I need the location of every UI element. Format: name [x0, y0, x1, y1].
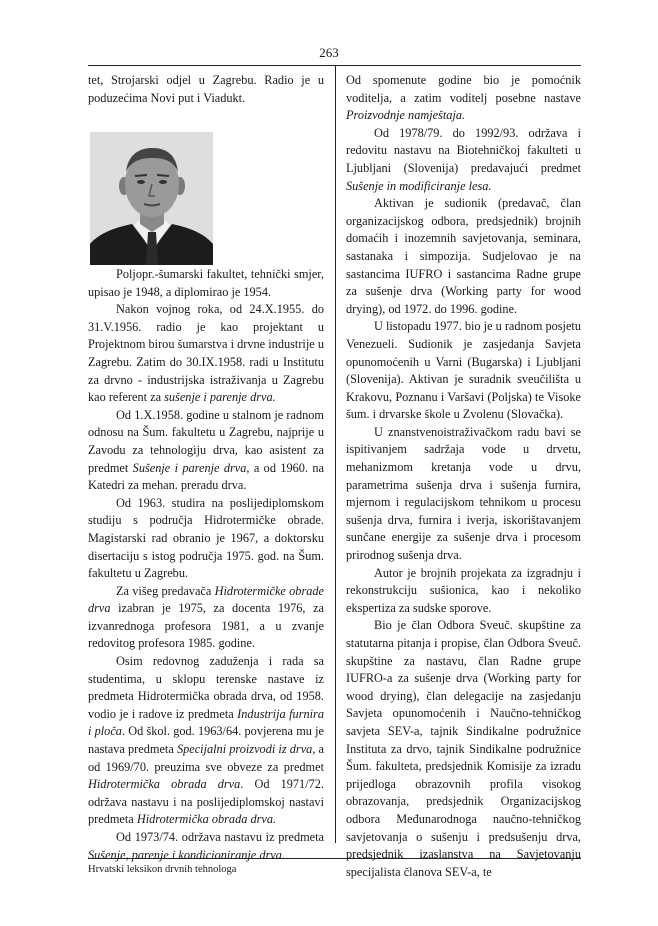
portrait-photo: [90, 132, 213, 265]
text-run: Nakon vojnog roka, od 24.X.1955. do 31.V.1956. radio je kao projektant u Projektnom birou šumarstva i drvne industrije u Zagrebu. Zatim do 30.IX.1958. radi u Institutu za drvno - industrijska istraživanja u Zagrebu kao referent za: [88, 302, 324, 405]
paragraph: [346, 424, 581, 565]
footer-rule: [88, 858, 581, 859]
text-run: . Od škol. god. 1963/64. povjerena mu je nastava predmeta: [88, 724, 324, 757]
italic-text: Industrija furnira i ploča: [88, 706, 324, 739]
text-run: . Od 1971/72. održava nastavu i na poslijediplomskoj nastavi predmeta: [88, 777, 324, 827]
paragraph: [88, 266, 324, 301]
text-run: izabran je 1975, za docenta 1976, za izvanrednoga profesora 1981, a u zvanje redovitog profesora 1985. godine.: [88, 601, 324, 651]
paragraph: [88, 301, 324, 407]
text-run: Za višeg predavača: [116, 583, 215, 598]
italic-text: Proizvodnje namještaja.: [346, 108, 466, 123]
text-run: Od spomenute godine bio je pomoćnik voditelja, a zatim voditelj posebne nastave: [346, 73, 581, 105]
left-column-top: [88, 72, 324, 107]
text-run: Od 1978/79. do 1992/93. održava i redovitu nastavu na Biotehničkoj fakulteti u Ljubljani (Slovenija) predavajući predmet: [346, 125, 581, 175]
paragraph: [346, 565, 581, 618]
text-run: Od 1963. studira na poslijediplomskom studiju s područja Hidrotermičke obrade. Magistarski rad obranio je 1967, a doktorsku disertaciju s istog područja 1975. god. na Šum. fakultetu u Zagrebu.: [88, 495, 324, 581]
italic-text: Sušenje, parenje i kondicioniranje drva.: [88, 847, 285, 862]
text-run: Osim redovnog zaduženja i rada sa studentima, u sklopu terenske nastave iz predmeta Hidrotermička obrada drva, od 1958. vodio je i radove iz predmeta: [88, 654, 324, 721]
paragraph: [346, 318, 581, 424]
text-run: , a od 1960. na Katedri za mehan. preradu drva.: [88, 460, 324, 493]
text-run: U znanstvenoistraživačkom radu bavi se ispitivanjem sadržaja vode u drvetu, mehanizmom kretanja vode u drvu, parametrima sušenja drva i sušenja furnira, mjernom i regulacijskom tehnikom u procesu sušenja drva, furnira i iverja, iskorištavanjem sunčane energije za sušenje drva i procesom prirodnog sušenja drva.: [346, 424, 581, 563]
italic-text: Sušenje i parenje drva: [132, 460, 247, 475]
italic-text: Specijalni proizvodi iz drva: [176, 742, 313, 757]
italic-text: Hidrotermička obrada drva: [88, 777, 241, 792]
italic-text: Hidrotermička obrada drva.: [136, 812, 277, 827]
paragraph: [346, 195, 581, 318]
text-run: Aktivan je sudionik (predavač, član organizacijskog odbora, predsjednik) brojnih domaćih i inozemnih savjetovanja, seminara, sastanaka i simpozija. Sudjelovao je na sastancima IUFRO i sastancima Radne grupe za sušenje drva (Working party for wood drying), od 1972. do 1996. godine.: [346, 196, 581, 316]
text-run: U listopadu 1977. bio je u radnom posjetu Venezueli. Sudionik je zasjedanja Savjeta opunomoćenih u Varni (Bugarska) i Ljubljani (Slovenija). Aktivan je suradnik sveučilišta u Krakovu, Poznanu i Varšavi (Poljska) te Visoke šum. i drvarske škole u Zvolenu (Slovačka).: [346, 319, 581, 422]
italic-text: sušenje i parenje drva.: [164, 390, 276, 405]
portrait-photo-icon: [90, 132, 213, 265]
paragraph: [346, 72, 581, 125]
column-divider: [335, 65, 336, 843]
paragraph: [88, 583, 324, 653]
text-run: Od 1973/74. održava nastavu iz predmeta: [116, 830, 324, 844]
paragraph: [88, 72, 324, 107]
italic-text: Hidrotermičke obrade drva: [88, 583, 325, 616]
paragraph: [88, 407, 324, 495]
text-run: Od 1.X.1958. godine u stalnom je radnom odnosu na Šum. fakultetu u Zagrebu, najprije u Zavodu za tehnologiju drva, kao asistent za predmet: [88, 407, 324, 475]
left-column-body: [88, 266, 324, 864]
text-run: Autor je brojnih projekata za izgradnju i rekonstrukciju sušionica, kao i nekoliko ekspertiza za sudske sporove.: [346, 565, 581, 615]
text-run: Bio je član Odbora Sveuč. skupštine za statutarna pitanja i propise, član Odbora Sveuč. skupštine za nastavu, član Radne grupe IUFRO-a za sušenje drva (Working party for wood drying), član delegacije na zasjedanju Savjeta opunomoćenih i Naučno-tehničkog savjeta SEV-a, tajnik Sindikalne podružnice Instituta za drvo, tajnik Sindikalne podružnice Šum. fakulteta, predsjednik Komisije za izradu prijedloga obrazovnih profila visokog obrazovanja, predsjednik Organizacijskog odbora Međunarodnoga naučno-tehničkog savjetovanja o sušenju i predsušenju drva, predsjednik izaslanstva na Savjetovanju specijalista članova SEV-a, te: [346, 618, 581, 879]
text-run: tet, Strojarski odjel u Zagrebu. Radio je u poduzećima Novi put i Viadukt.: [88, 73, 324, 105]
right-column: [346, 72, 581, 881]
footer-text: Hrvatski leksikon drvnih tehnologa: [88, 864, 237, 875]
page-number: 263: [319, 45, 339, 60]
text-run: Poljopr.-šumarski fakultet, tehnički smjer, upisao je 1948, a diplomirao je 1954.: [88, 267, 324, 299]
paragraph: [88, 495, 324, 583]
paragraph: [346, 125, 581, 195]
paragraph: [88, 653, 324, 829]
paragraph: [346, 617, 581, 881]
italic-text: Sušenje in modificiranje lesa.: [346, 178, 492, 193]
text-run: , a od 1969/70. preuzima sve obveze za predmet: [88, 742, 324, 774]
